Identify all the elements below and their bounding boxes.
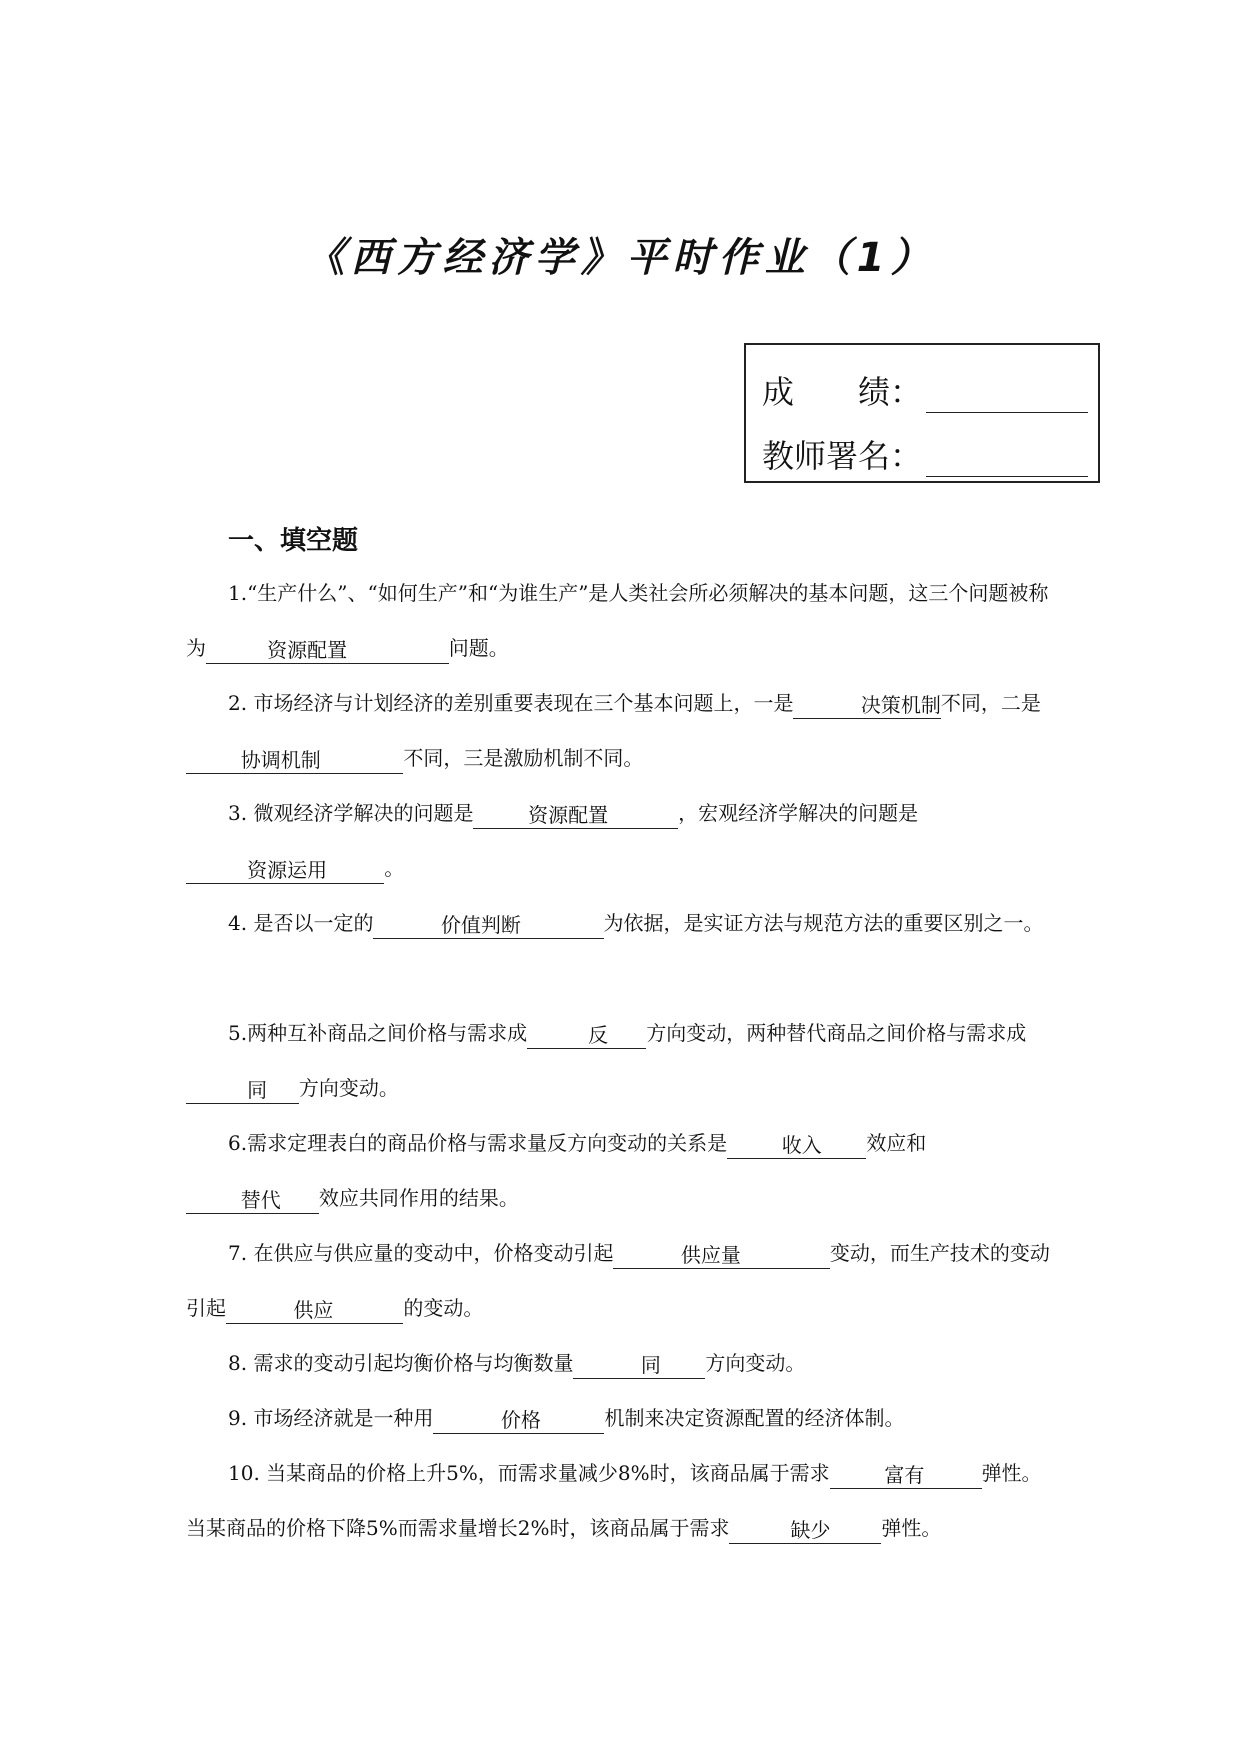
question-text: 弹性。 bbox=[881, 1516, 942, 1540]
question-text: 10. 当某商品的价格上升5%，而需求量减少8%时，该商品属于需求 bbox=[228, 1461, 830, 1485]
answer-blank: 同 bbox=[573, 1352, 705, 1379]
question-text: 问题。 bbox=[448, 636, 509, 660]
section-heading: 一、填空题 bbox=[228, 526, 359, 556]
score-row bbox=[762, 363, 1088, 413]
question-4 bbox=[186, 896, 1056, 951]
question-text: 的变动。 bbox=[403, 1296, 484, 1320]
answer-blank: 同 bbox=[186, 1077, 299, 1104]
question-text: 机制来决定资源配置的经济体制。 bbox=[604, 1406, 905, 1430]
answer-blank: 资源运用 bbox=[186, 857, 384, 884]
teacher-signature-label: 教师署名： bbox=[762, 437, 923, 475]
question-text: 4. 是否以一定的 bbox=[228, 911, 374, 935]
page-title: 《西方经济学》平时作业（1） bbox=[304, 235, 937, 281]
score-box bbox=[744, 343, 1100, 483]
question-text: 5.两种互补商品之间价格与需求成 bbox=[228, 1021, 528, 1045]
question-text: 变动，而生产技术的变动引起 bbox=[186, 1241, 1050, 1320]
question-text: 1.“生产什么”、“如何生产”和“为谁生产”是人类社会所必须解决的基本问题，这三个问题被称为 bbox=[186, 581, 1049, 660]
answer-blank: 供应量 bbox=[613, 1242, 829, 1269]
answer-blank: 决策机制 bbox=[793, 692, 940, 719]
question-9 bbox=[186, 1391, 1056, 1446]
question-text: 不同，二是 bbox=[940, 691, 1041, 715]
question-text: 弹性。当某商品的价格下降5%而需求量增长2%时，该商品属于需求 bbox=[186, 1461, 1042, 1540]
answer-blank: 替代 bbox=[186, 1187, 319, 1214]
question-text: 不同，三是激励机制不同。 bbox=[403, 746, 644, 770]
question-text: 方向变动。 bbox=[298, 1076, 399, 1100]
answer-blank: 价值判断 bbox=[373, 912, 603, 939]
question-text: 8. 需求的变动引起均衡价格与均衡数量 bbox=[228, 1351, 574, 1375]
question-2 bbox=[186, 676, 1056, 786]
score-blank bbox=[926, 376, 1088, 413]
question-8 bbox=[186, 1336, 1056, 1391]
question-text: 。 bbox=[384, 856, 405, 880]
score-label: 成 绩： bbox=[762, 373, 923, 411]
answer-blank: 资源配置 bbox=[206, 637, 449, 664]
question-1 bbox=[186, 566, 1056, 676]
question-text: ，宏观经济学解决的问题是 bbox=[678, 801, 919, 825]
question-text: 3. 微观经济学解决的问题是 bbox=[228, 801, 474, 825]
question-text: 效应和 bbox=[866, 1131, 927, 1155]
question-text: 2. 市场经济与计划经济的差别重要表现在三个基本问题上，一是 bbox=[228, 691, 794, 715]
question-7 bbox=[186, 1226, 1056, 1336]
question-text: 9. 市场经济就是一种用 bbox=[228, 1406, 434, 1430]
question-6 bbox=[186, 1116, 1056, 1226]
question-text: 为依据，是实证方法与规范方法的重要区别之一。 bbox=[603, 911, 1044, 935]
teacher-signature-row bbox=[762, 427, 1088, 477]
answer-blank: 反 bbox=[527, 1022, 646, 1049]
question-text: 方向变动，两种替代商品之间价格与需求成 bbox=[646, 1021, 1027, 1045]
question-5 bbox=[186, 1006, 1056, 1116]
answer-blank: 收入 bbox=[727, 1132, 866, 1159]
answer-blank: 供应 bbox=[226, 1297, 403, 1324]
question-3 bbox=[186, 786, 1056, 896]
answer-blank: 价格 bbox=[433, 1407, 604, 1434]
question-text: 效应共同作用的结果。 bbox=[318, 1186, 519, 1210]
question-text: 方向变动。 bbox=[705, 1351, 806, 1375]
question-10 bbox=[186, 1446, 1056, 1556]
teacher-signature-blank bbox=[926, 440, 1088, 477]
answer-blank: 富有 bbox=[830, 1462, 982, 1489]
answer-blank: 资源配置 bbox=[473, 802, 678, 829]
question-text: 7. 在供应与供应量的变动中，价格变动引起 bbox=[228, 1241, 614, 1265]
question-text: 6.需求定理表白的商品价格与需求量反方向变动的关系是 bbox=[228, 1131, 728, 1155]
answer-blank: 协调机制 bbox=[186, 747, 403, 774]
answer-blank: 缺少 bbox=[729, 1517, 881, 1544]
